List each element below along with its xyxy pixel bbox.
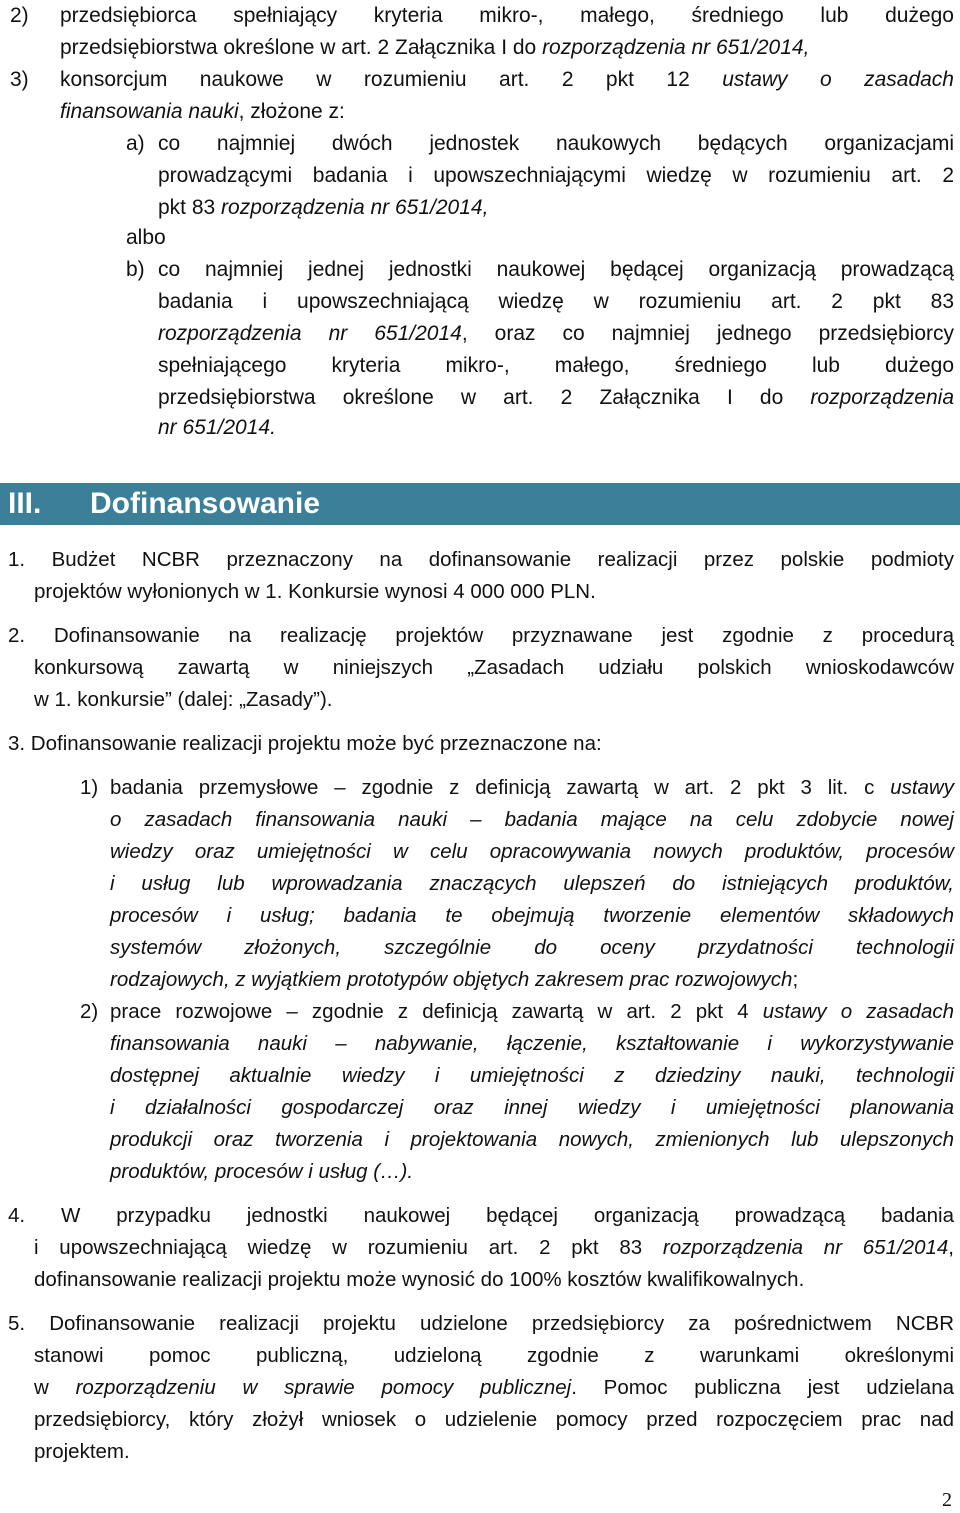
list-item-text: przedsiębiorstwa określone w art. 2 Załącznika I do rozporządzenia nr 651/2014, bbox=[60, 36, 810, 59]
list-item-text: i usług lub wprowadzania znaczących ulepszeń do istniejących produktów, bbox=[110, 872, 954, 895]
list-item-text: przedsiębiorca spełniający kryteria mikro-, małego, średniego lub dużego bbox=[60, 4, 954, 27]
section-number: III. bbox=[8, 487, 42, 520]
list-item-text: o zasadach finansowania nauki – badania mające na celu zdobycie nowej bbox=[110, 808, 954, 831]
sub-item-text: co najmniej jednej jednostki naukowej będącej organizacją prowadzącą bbox=[158, 258, 954, 281]
paragraph-line: 2. Dofinansowanie na realizację projektów przyznawane jest zgodnie z procedurą bbox=[8, 624, 954, 647]
list-item-number: 1) bbox=[80, 776, 99, 799]
list-item-text: produktów, procesów i usług (…). bbox=[110, 1160, 414, 1183]
list-item-text: produkcji oraz tworzenia i projektowania nowych, zmienionych lub ulepszonych bbox=[110, 1128, 954, 1151]
list-item-text: rodzajowych, z wyjątkiem prototypów objętych zakresem prac rozwojowych; bbox=[110, 968, 799, 991]
paragraph-line: i upowszechniającą wiedzę w rozumieniu art. 2 pkt 83 rozporządzenia nr 651/2014, bbox=[34, 1236, 954, 1259]
paragraph-line: w rozporządzeniu w sprawie pomocy publicznej. Pomoc publiczna jest udzielana bbox=[34, 1376, 955, 1399]
sub-item-label: a) bbox=[126, 132, 145, 155]
paragraph-line: w 1. konkursie” (dalej: „Zasady”). bbox=[34, 688, 333, 711]
paragraph-line: stanowi pomoc publiczną, udzieloną zgodnie z warunkami określonymi bbox=[34, 1344, 954, 1367]
list-item-text: wiedzy oraz umiejętności w celu opracowywania nowych produktów, procesów bbox=[110, 840, 954, 863]
paragraph-line: 5. Dofinansowanie realizacji projektu udzielone przedsiębiorcy za pośrednictwem NCBR bbox=[8, 1312, 954, 1335]
list-item-number: 2) bbox=[10, 4, 29, 27]
sub-item-text: spełniającego kryteria mikro-, małego, średniego lub dużego bbox=[158, 354, 954, 377]
sub-item-text: co najmniej dwóch jednostek naukowych będących organizacjami bbox=[158, 132, 954, 155]
list-item-text: dostępnej aktualnie wiedzy i umiejętności z dziedziny nauki, technologii bbox=[110, 1064, 954, 1087]
sub-item-text: rozporządzenia nr 651/2014, oraz co najmniej jednego przedsiębiorcy bbox=[158, 322, 954, 345]
paragraph-line: dofinansowanie realizacji projektu może wynosić do 100% kosztów kwalifikowalnych. bbox=[34, 1268, 805, 1291]
sub-item-text: badania i upowszechniającą wiedzę w rozumieniu art. 2 pkt 83 bbox=[158, 290, 954, 313]
paragraph-line: konkursową zawartą w niniejszych „Zasadach udziału polskich wnioskodawców bbox=[34, 656, 954, 679]
list-item-number: 3) bbox=[10, 68, 29, 91]
section-heading bbox=[0, 483, 960, 525]
section-title: Dofinansowanie bbox=[90, 487, 321, 520]
list-item-text: i działalności gospodarczej oraz innej wiedzy i umiejętności planowania bbox=[110, 1096, 954, 1119]
paragraph-line: 1. Budżet NCBR przeznaczony na dofinansowanie realizacji przez polskie podmioty bbox=[8, 548, 954, 571]
paragraph-line: projektem. bbox=[34, 1440, 130, 1463]
list-item-number: 2) bbox=[80, 1000, 99, 1023]
list-item-text: badania przemysłowe – zgodnie z definicją zawartą w art. 2 pkt 3 lit. c ustawy bbox=[110, 776, 954, 799]
sub-item-label: b) bbox=[126, 258, 145, 281]
sub-item-text: nr 651/2014. bbox=[158, 416, 276, 439]
list-item-text: systemów złożonych, szczególnie do oceny przydatności technologii bbox=[110, 936, 954, 959]
paragraph-line: projektów wyłonionych w 1. Konkursie wynosi 4 000 000 PLN. bbox=[34, 580, 596, 603]
albo-text: albo bbox=[126, 226, 166, 249]
list-item-text: konsorcjum naukowe w rozumieniu art. 2 pkt 12 ustawy o zasadach bbox=[60, 68, 954, 91]
sub-item-text: pkt 83 rozporządzenia nr 651/2014, bbox=[158, 196, 489, 219]
list-item-text: procesów i usług; badania te obejmują tworzenie elementów składowych bbox=[110, 904, 954, 927]
list-item-text: prace rozwojowe – zgodnie z definicją zawartą w art. 2 pkt 4 ustawy o zasadach bbox=[110, 1000, 954, 1023]
sub-item-text: prowadzącymi badania i upowszechniającymi wiedzę w rozumieniu art. 2 bbox=[158, 164, 954, 187]
list-item-text: finansowania nauki – nabywanie, łączenie, kształtowanie i wykorzystywanie bbox=[110, 1032, 954, 1055]
page-number: 2 bbox=[942, 1489, 952, 1511]
paragraph-line: 4. W przypadku jednostki naukowej będącej organizacją prowadzącą badania bbox=[8, 1204, 954, 1227]
sub-item-text: przedsiębiorstwa określone w art. 2 Załącznika I do rozporządzenia bbox=[158, 386, 954, 409]
list-item-text: finansowania nauki, złożone z: bbox=[60, 100, 345, 123]
paragraph-line: przedsiębiorcy, który złożył wniosek o udzielenie pomocy przed rozpoczęciem prac nad bbox=[34, 1408, 954, 1431]
paragraph-line: 3. Dofinansowanie realizacji projektu może być przeznaczone na: bbox=[8, 732, 602, 755]
